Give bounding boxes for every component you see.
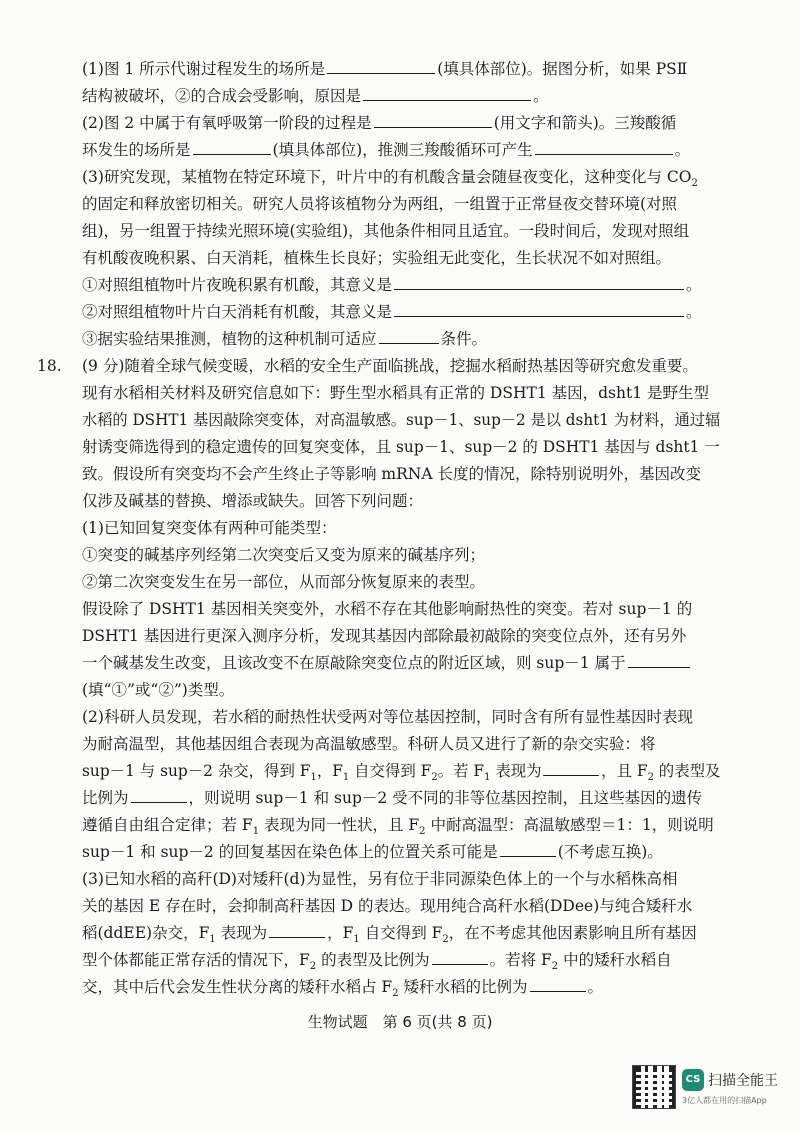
camscanner-logo-icon: CS — [682, 1069, 704, 1091]
question-number: 18. — [37, 357, 62, 375]
answer-blank[interactable] — [379, 328, 439, 344]
text-line: (填“①”或“②”)类型。 — [82, 681, 235, 699]
text-line: sup－1 与 sup－2 杂交，得到 $F_1$，$F_1$ 自交得到 $F_2$。若 $F_1$ 表现为 ，且 $F_2$ 的表型及 — [82, 762, 721, 784]
text-line: 射诱变筛选得到的稳定遗传的回复突变体，且 sup－1、sup－2 的 DSHT1 基因与 dsht1 一 — [82, 438, 720, 456]
text-line: 现有水稻相关材料及研究信息如下：野生型水稻具有正常的 DSHT1 基因，dsht1 是野生型 — [82, 384, 709, 402]
answer-blank[interactable] — [193, 139, 271, 155]
answer-blank[interactable] — [131, 787, 187, 803]
text-line: ②第二次突变发生在另一部位，从而部分恢复原来的表型。 — [82, 573, 486, 591]
answer-blank[interactable] — [394, 274, 684, 290]
text-line: (1)已知回复突变体有两种可能类型： — [82, 519, 337, 537]
page-footer: 生物试题 第 6 页(共 8 页) — [307, 1013, 493, 1031]
text-line: (3)研究发现，某植物在特定环境下，叶片中的有机酸含量会随昼夜变化，这种变化与 $CO_2$ — [82, 168, 698, 190]
text-line: ③据实验结果推测，植物的这种机制可适应 条件。 — [82, 330, 488, 348]
answer-blank[interactable] — [535, 139, 673, 155]
text-line: 型个体都能正常存活的情况下，$F_2$ 的表型及比例为 。若将 $F_2$ 中的矮秆水稻自 — [82, 951, 672, 973]
answer-blank[interactable] — [530, 976, 586, 992]
text-line: DSHT1 基因进行更深入测序分析，发现其基因内部除最初敲除的突变位点外，还有另外 — [82, 627, 687, 645]
text-line: 致。假设所有突变均不会产生终止子等影响 mRNA 长度的情况，除特别说明外，基因改变 — [82, 465, 701, 483]
text-line: 结构被破坏，②的合成会受影响，原因是 。 — [82, 87, 549, 105]
text-line: 稻(ddEE)杂交，$F_1$ 表现为 ，$F_1$ 自交得到 $F_2$，在不考虑其他因素影响且所有基因 — [82, 924, 697, 946]
text-line: ①对照组植物叶片夜晚积累有机酸，其意义是 。 — [82, 276, 702, 294]
watermark-name: 扫描全能王 — [708, 1073, 778, 1089]
text-line: 水稻的 DSHT1 基因敲除突变体，对高温敏感。sup－1、sup－2 是以 dsht1 为材料，通过辐 — [82, 411, 721, 429]
answer-blank[interactable] — [269, 922, 325, 938]
answer-blank[interactable] — [432, 949, 488, 965]
qr-code-icon — [632, 1065, 676, 1109]
text-line: 仅涉及碱基的替换、增添或缺失。回答下列问题： — [82, 492, 424, 510]
text-line: 遵循自由组合定律；若 $F_1$ 表现为同一性状，且 $F_2$ 中耐高温型：高温敏感型＝1：1，则说明 — [82, 816, 714, 838]
text-line: (2)图 2 中属于有氧呼吸第一阶段的过程是 (用文字和箭头)。三羧酸循 — [82, 114, 677, 132]
text-line: (2)科研人员发现，若水稻的耐热性状受两对等位基因控制，同时含有所有显性基因时表现 — [82, 708, 693, 726]
answer-blank[interactable] — [500, 841, 556, 857]
text-line: 交，其中后代会发生性状分离的矮秆水稻占 $F_2$ 矮秆水稻的比例为 。 — [82, 978, 604, 1000]
text-line: 的固定和释放密切相关。研究人员将该植物分为两组，一组置于正常昼夜交替环境(对照 — [82, 195, 678, 213]
text-line: ①突变的碱基序列经第二次突变后又变为原来的碱基序列； — [82, 546, 486, 564]
text-line: (1)图 1 所示代谢过程发生的场所是 (填具体部位)。据图分析，如果 PSⅡ — [82, 60, 688, 78]
answer-blank[interactable] — [374, 112, 492, 128]
text-line: 环发生的场所是 (填具体部位)，推测三羧酸循环可产生 。 — [82, 141, 691, 159]
watermark-tagline: 3亿人都在用的扫描App — [682, 1096, 767, 1105]
text-line: sup－1 和 sup－2 的回复基因在染色体上的位置关系可能是 (不考虑互换)。 — [82, 843, 663, 861]
answer-blank[interactable] — [544, 760, 600, 776]
text-line: 为耐高温型，其他基因组合表现为高温敏感型。科研人员又进行了新的杂交实验：将 — [82, 735, 656, 753]
answer-blank[interactable] — [394, 301, 684, 317]
scanner-watermark — [632, 1065, 792, 1115]
answer-blank[interactable] — [628, 652, 690, 668]
answer-blank[interactable] — [363, 85, 531, 101]
text-line: 有机酸夜晚积累、白天消耗，植株生长良好；实验组无此变化，生长状况不如对照组。 — [82, 249, 672, 267]
text-line: 组)，另一组置于持续光照环境(实验组)，其他条件相同且适宜。一段时间后，发现对照组 — [82, 222, 690, 240]
text-line: (9 分)随着全球气候变暖，水稻的安全生产面临挑战，挖掘水稻耐热基因等研究愈发重要。 — [82, 357, 698, 375]
text-line: 假设除了 DSHT1 基因相关突变外，水稻不存在其他影响耐热性的突变。若对 sup－1 的 — [82, 600, 693, 618]
text-line: ②对照组植物叶片白天消耗有机酸，其意义是 。 — [82, 303, 702, 321]
text-line: 比例为 ，则说明 sup－1 和 sup－2 受不同的非等位基因控制，且这些基因的遗传 — [82, 789, 703, 807]
text-line: 关的基因 E 存在时，会抑制高秆基因 D 的表达。现用纯合高秆水稻(DDee)与纯合矮秆水 — [82, 897, 693, 915]
text-line: 一个碱基发生改变，且该改变不在原敲除突变位点的附近区域，则 sup－1 属于 — [82, 652, 692, 674]
answer-blank[interactable] — [327, 58, 435, 74]
text-line: (3)已知水稻的高秆(D)对矮秆(d)为显性，另有位于非同源染色体上的一个与水稻株高相 — [82, 870, 678, 888]
